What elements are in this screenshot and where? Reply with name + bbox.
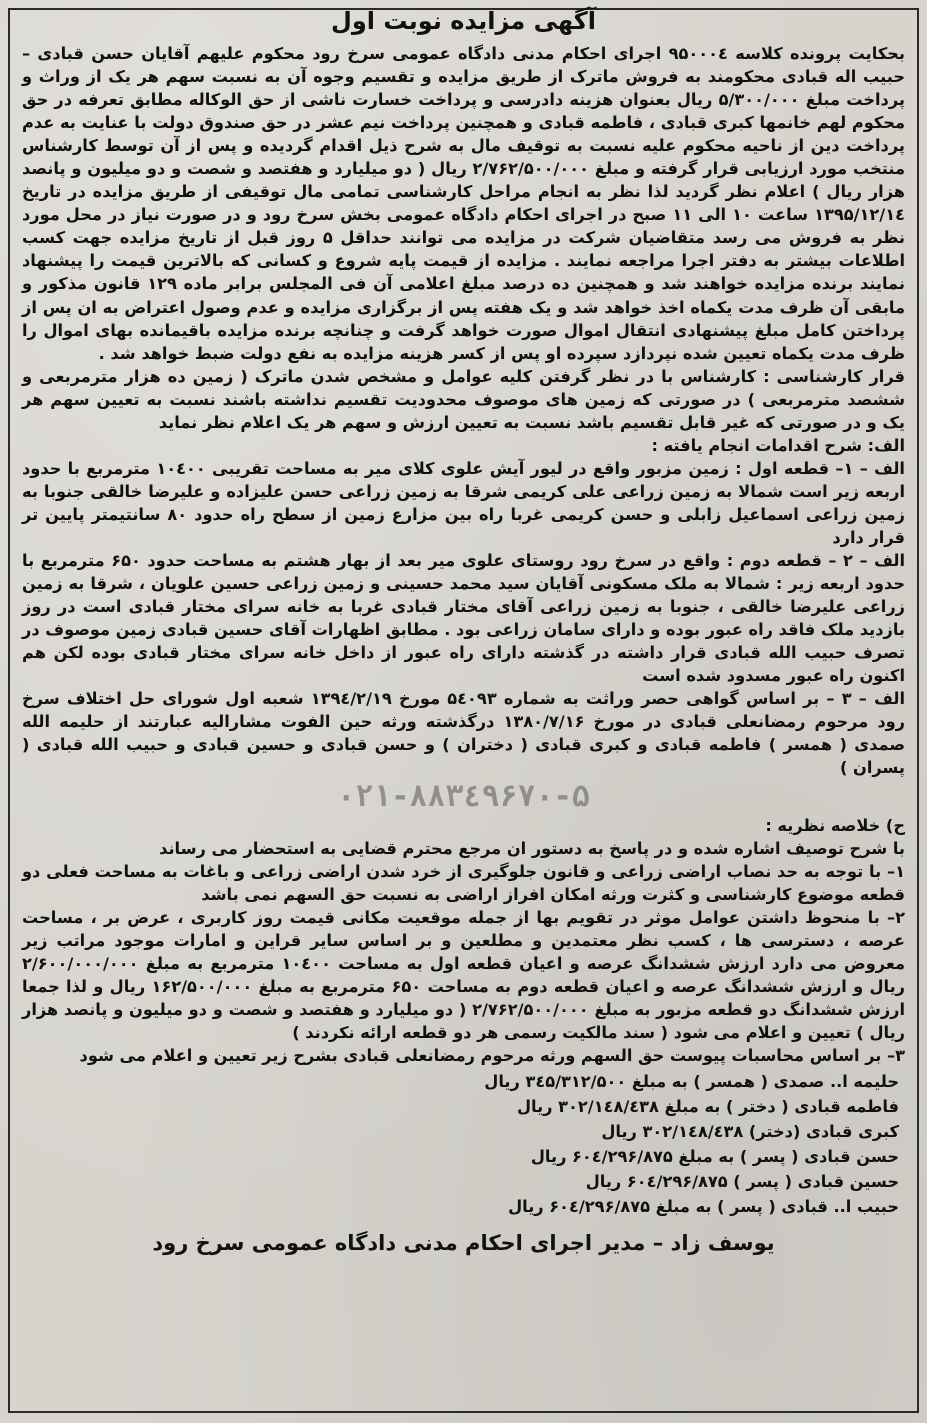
- heir-item: حبیب ا.. قبادی ( پسر ) به مبلغ ۶۰٤/۲۹۶/۸۷۵ ریال: [508, 1197, 899, 1217]
- heir-item: فاطمه قبادی ( دختر ) به مبلغ ۳۰۲/۱٤۸/٤۳۸ ریال: [516, 1097, 899, 1117]
- phone-watermark: ۰۲۱-۸۸۳٤۹۶۷۰-۵: [337, 778, 590, 814]
- section-he-heading: ح) خلاصه نظریه :: [765, 815, 905, 835]
- heir-item: کبری قبادی (دختر) ۳۰۲/۱٤۸/٤۳۸ ریال: [601, 1122, 899, 1142]
- heir-item: حسن قبادی ( پسر ) به مبلغ ۶۰٤/۲۹۶/۸۷۵ ریال: [530, 1147, 899, 1167]
- heir-item: حسین قبادی ( پسر ) ۶۰٤/۲۹۶/۸۷۵ ریال: [585, 1172, 899, 1192]
- heir-item: حلیمه ا.. صمدی ( همسر ) به مبلغ ۳٤۵/۳۱۲/۵۰۰ ریال: [484, 1072, 899, 1092]
- he-intro-paragraph: با شرح توصیف اشاره شده و در پاسخ به دستور ان مرجع محترم قضایی به استحضار می رساند: [159, 838, 905, 858]
- alef-2-paragraph: الف – ۲ – قطعه دوم : واقع در سرخ رود روستای علوی میر بعد از بهار هشتم به مساحت حدود ۶۵۰ مترمربع با حدود اربعه زیر : شمالا به ملک مسکونی آقایان سید محمد حسینی و زمین زراعی حسین علویان ، شرقا به زمین زراعی علیرضا خالقی ، جنوبا به زمین زراعی آقای مختار قبادی غربا به خانه سرای مختار قبادی است در روز بازدید ملک فاقد راه عبور بوده و دارای سامان زراعی بود . مطابق اظهارات آقای حسین قبادی زمین موصوف در تصرف حبیب الله قبادی قرار داشته در گذشته دارای راه عبور از داخل خانه سرای مختار قبادی بوده لکن هم اکنون راه عبور مسدود شده است: [22, 551, 905, 686]
- he-3-paragraph: ۳– بر اساس محاسبات پیوست حق السهم ورثه مرحوم رمضانعلی قبادی بشرح زیر تعیین و اعلام می شود: [79, 1045, 905, 1065]
- notice-body: [22, 0, 905, 1259]
- alef-1-paragraph: الف – ۱– قطعه اول : زمین مزبور واقع در لیور آیش علوی کلای میر به مساحت تقریبی ۱۰٤۰۰ مترمربع با حدود اربعه زیر است شمالا به زمین زراعی علی کریمی شرقا به زمین زراعی حسن علیزاده و علیرضا خالقی جنوبا به زمین زراعی اسماعیل زابلی و حسن کریمی غربا راه بین مزارع زمین از سطح راه حدود ۸۰ سانتیمتر پایین تر قرار دارد: [22, 458, 905, 547]
- notice-intro-paragraph: بحکایت پرونده کلاسه ۹۵۰۰۰٤ اجرای احکام مدنی دادگاه عمومی سرخ رود محکوم علیهم آقایان حسن قبادی – حبیب اله قبادی محکومند به فروش ماترک از طریق مزایده و تقسیم وجوه آن به نسبت سهم هر یک از وراث و پرداخت مبلغ ۵/۳۰۰/۰۰۰ ریال بعنوان هزینه دادرسی و پرداخت خسارت ناشی از حق الوکاله مطابق تعرفه در حق محکوم لهم خانمها کبری قبادی ، فاطمه قبادی و همچنین پرداخت نیم عشر در حق صندوق دولت با عنایت به عدم پرداخت دین از ناحیه محکوم علیه نسبت به توقیف مال به شرح ذیل اقدام گردیده و پس از آن توسط کارشناس منتخب مورد ارزیابی قرار گرفته و مبلغ ۲/۷۶۲/۵۰۰/۰۰۰ ریال ( دو میلیارد و هفتصد و شصت و دو میلیون و پانصد هزار ریال ) اعلام نظر گردید لذا نظر به انجام مراحل کارشناسی تمامی مال توقیفی از طریق مزایده در تاریخ ۱۳۹۵/۱۲/۱٤ ساعت ۱۰ الی ۱۱ صبح در اجرای احکام دادگاه عمومی بخش سرخ رود و در صورت نیاز در محل مورد نظر به فروش می رسد متقاضیان شرکت در مزایده می توانند حداقل ۵ روز قبل از تاریخ مزایده جهت کسب اطلاعات بیشتر به دفتر اجرا مراجعه نمایند . مزایده از قیمت پایه شروع و کسانی که بالاترین قیمت را پیشنهاد نمایند برنده مزایده خواهند شد و همچنین ده درصد مبلغ اعلامی آن فی المجلس برابر ماده ۱۲۹ قانون مذکور و مابقی آن ظرف مدت یکماه اخذ خواهد شد و یک هفته پس از برگزاری مزایده و عدم وصول اعتراض به ان پس از پرداختن کامل مبلغ پیشنهادی انتقال اموال صورت خواهد گرفت و چنانچه برنده مزایده باقیمانده بهای اموال را ظرف مدت یکماه تعیین شده نپردازد سپرده او پس از کسر هزینه مزایده به نفع دولت ضبط خواهد شد .: [22, 44, 906, 363]
- he-2-paragraph: ۲– با منحوظ داشتن عوامل موثر در تقویم بها از جمله موقعیت مکانی قیمت روز کاربری ، عرض بر ، مساحت عرصه ، دسترسی ها ، کسب نظر معتمدین و مطلعین و بر اساس سایر قراین و امارات موجود مراتب زیر معروض می دارد ارزش ششدانگ عرصه و اعیان قطعه اول به مساحت ۱۰٤۰۰ مترمربع به مبلغ ۲/۶۰۰/۰۰۰/۰۰۰ ریال و ارزش ششدانگ عرصه و اعیان قطعه دوم به مساحت ۶۵۰ مترمربع به مبلغ ۱۶۲/۵۰۰/۰۰۰ ریال و لذا جمعا ارزش ششدانگ دو قطعه مزبور به مبلغ ۲/۷۶۲/۵۰۰/۰۰۰ ( دو میلیارد و هفتصد و شصت و دو میلیون و پانصد هزار ریال ) تعیین و اعلام می شود ( سند مالکیت رسمی هر دو قطعه ارائه نکردند ): [22, 907, 906, 1042]
- signature-line: یوسف زاد – مدیر اجرای احکام مدنی دادگاه عمومی سرخ رود: [152, 1231, 775, 1256]
- notice-title: آگهی مزایده نوبت اول: [331, 7, 596, 35]
- expert-opinion-paragraph: قرار کارشناسی : کارشناس با در نظر گرفتن کلیه عوامل و مشخص شدن ماترک ( زمین ده هزار مترمربعی و ششصد مترمربعی ) در صورتی که زمین های موصوف محدودیت تقسیم نداشته باشند نسبت به تعیین سهم هر یک و در صورتی که غیر قابل تقسیم باشد نسبت به تعیین ارزش و سهم هر یک اعلام نظر نماید: [22, 366, 905, 432]
- heirs-list: [22, 1069, 905, 1219]
- section-alef-heading: الف: شرح اقدامات انجام یافته :: [651, 435, 905, 455]
- he-1-paragraph: ۱– با توجه به حد نصاب اراضی زراعی و قانون جلوگیری از خرد شدن اراضی زراعی و باغات به مساحت فعلی دو قطعه موضوع کارشناسی و کثرت ورثه امکان افراز اراضی به نسبت حق السهم نمی باشد: [22, 861, 905, 904]
- alef-3-paragraph: الف – ۳ – بر اساس گواهی حصر وراثت به شماره ۵٤۰۹۳ مورخ ۱۳۹٤/۲/۱۹ شعبه اول شورای حل اختلاف سرخ رود مرحوم رمضانعلی قبادی در مورخ ۱۳۸۰/۷/۱۶ درگذشته ورثه حین الفوت مشارالیه عبارتند از حلیمه الله صمدی ( همسر ) فاطمه قبادی و کبری قبادی ( دختران ) و حسن قبادی و حسین قبادی و حبیب الله قبادی ( پسران ): [22, 689, 906, 778]
